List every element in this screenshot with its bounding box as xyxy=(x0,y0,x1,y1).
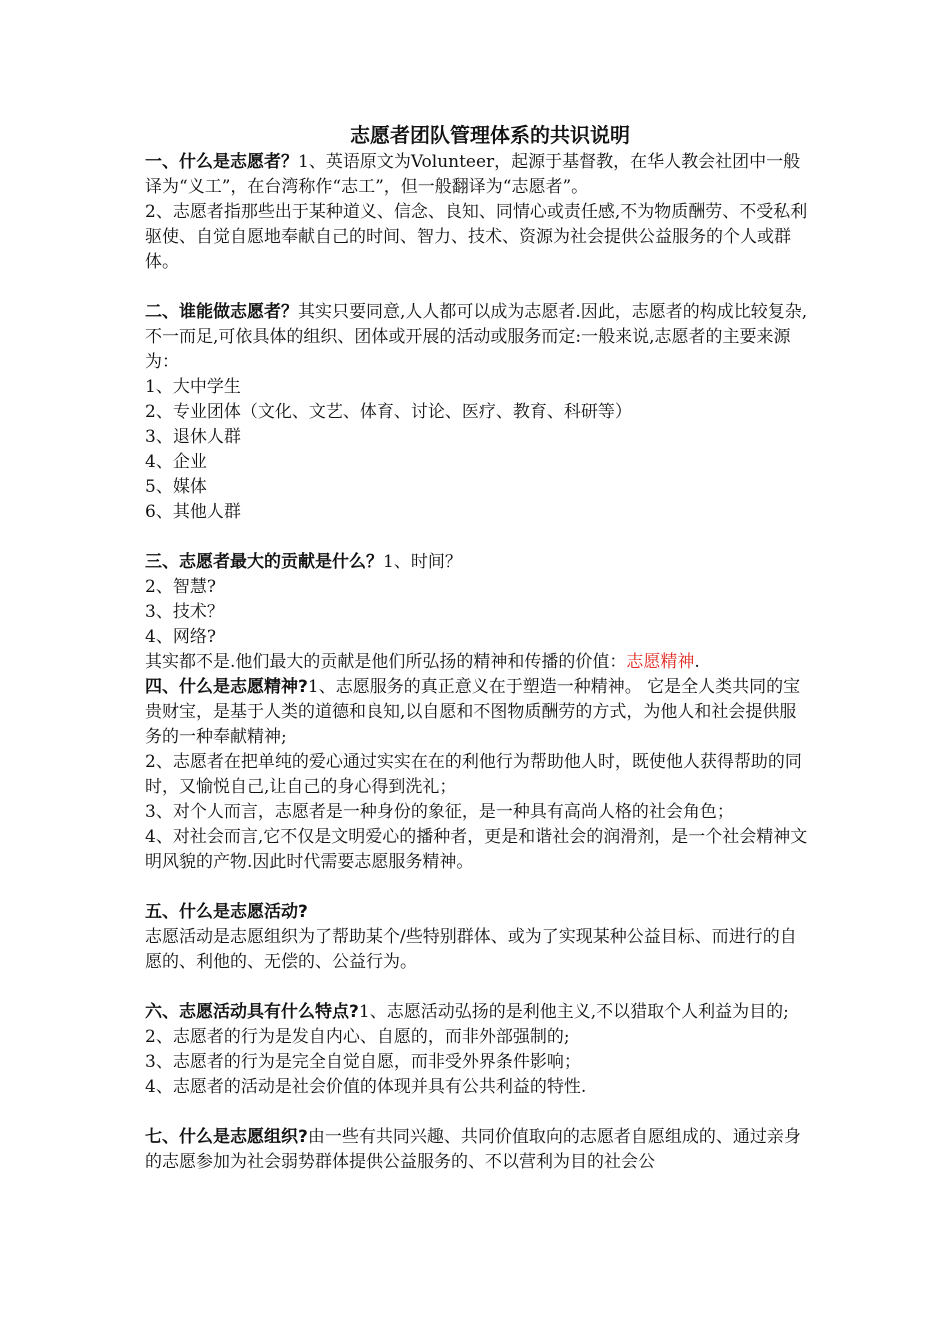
section-5-text: 志愿活动是志愿组织为了帮助某个/些特别群体、或为了实现某种公益目标、而进行的自愿的、利他的、无偿的、公益行为。 xyxy=(145,927,797,972)
section-4-p2: 2、志愿者在把单纯的爱心通过实实在在的利他行为帮助他人时，既使他人获得帮助的同时，又愉悦自己,让自己的身心得到洗礼； xyxy=(145,752,802,797)
list-item: 3、退休人群 xyxy=(145,427,241,447)
list-item: 2、专业团体（文化、文艺、体育、讨论、医疗、教育、科研等） xyxy=(145,402,632,422)
list-item: 5、媒体 xyxy=(145,477,207,497)
section-6-heading: 六、志愿活动具有什么特点? xyxy=(145,1002,359,1022)
list-item: 4、志愿者的活动是社会价值的体现并具有公共利益的特性. xyxy=(145,1077,587,1097)
section-7-heading: 七、什么是志愿组织? xyxy=(145,1127,308,1147)
section-3-conclusion: 其实都不是.他们最大的贡献是他们所弘扬的精神和传播的价值：志愿精神. xyxy=(145,652,700,672)
list-item: 6、其他人群 xyxy=(145,502,241,522)
list-item: 2、志愿者的行为是发自内心、自愿的，而非外部强制的; xyxy=(145,1027,570,1047)
list-item: 3、技术？ xyxy=(145,602,224,622)
section-4-heading: 四、什么是志愿精神? xyxy=(145,677,308,697)
section-1-p2: 2、志愿者指那些出于某种道义、信念、良知、同情心或责任感,不为物质酬劳、不受私利驱使、自觉自愿地奉献自己的时间、智力、技术、资源为社会提供公益服务的个人或群体。 xyxy=(145,202,808,272)
list-item: 4、企业 xyxy=(145,452,207,472)
list-item: 2、智慧? xyxy=(145,577,216,597)
document-title: 志愿者团队管理体系的共识说明 xyxy=(350,123,630,147)
list-item: 4、网络? xyxy=(145,627,216,647)
section-4-p4: 4、对社会而言,它不仅是文明爱心的播种者，更是和谐社会的润滑剂，是一个社会精神文明风貌的产物.因此时代需要志愿服务精神。 xyxy=(145,827,808,872)
section-1-heading: 一、什么是志愿者？ xyxy=(145,152,298,172)
section-2-heading: 二、谁能做志愿者？ xyxy=(145,302,298,322)
section-4-p3: 3、对个人而言，志愿者是一种身份的象征，是一种具有高尚人格的社会角色； xyxy=(145,802,734,822)
highlight-volunteer-spirit: 志愿精神 xyxy=(626,652,695,672)
section-4-p1: 四、什么是志愿精神?1、志愿服务的真正意义在于塑造一种精神。 它是全人类共同的宝贵财宝，是基于人类的道德和良知,以自愿和不图物质酬劳的方式，为他人和社会提供服务的一种奉献精神; xyxy=(145,677,801,747)
list-item: 3、志愿者的行为是完全自觉自愿，而非受外界条件影响； xyxy=(145,1052,581,1072)
section-7-text: 七、什么是志愿组织?由一些有共同兴趣、共同价值取向的志愿者自愿组成的、通过亲身的志愿参加为社会弱势群体提供公益服务的、不以营利为目的社会公 xyxy=(145,1127,801,1172)
document-page xyxy=(145,120,810,1175)
section-6-p1: 六、志愿活动具有什么特点?1、志愿活动弘扬的是利他主义,不以猎取个人利益为目的; xyxy=(145,1002,789,1022)
section-3-first: 三、志愿者最大的贡献是什么？1、时间？ xyxy=(145,552,462,572)
section-1-p1: 一、什么是志愿者？1、英语原文为Volunteer，起源于基督教，在华人教会社团中一般译为“义工”，在台湾称作“志工”，但一般翻译为“志愿者”。 xyxy=(145,152,801,197)
section-5-heading: 五、什么是志愿活动? xyxy=(145,902,308,922)
section-3-heading: 三、志愿者最大的贡献是什么？ xyxy=(145,552,383,572)
list-item: 1、大中学生 xyxy=(145,377,241,397)
section-2-intro: 二、谁能做志愿者？其实只要同意,人人都可以成为志愿者.因此，志愿者的构成比较复杂,不一而足,可依具体的组织、团体或开展的活动或服务而定:一般来说,志愿者的主要来源为： xyxy=(145,302,808,372)
